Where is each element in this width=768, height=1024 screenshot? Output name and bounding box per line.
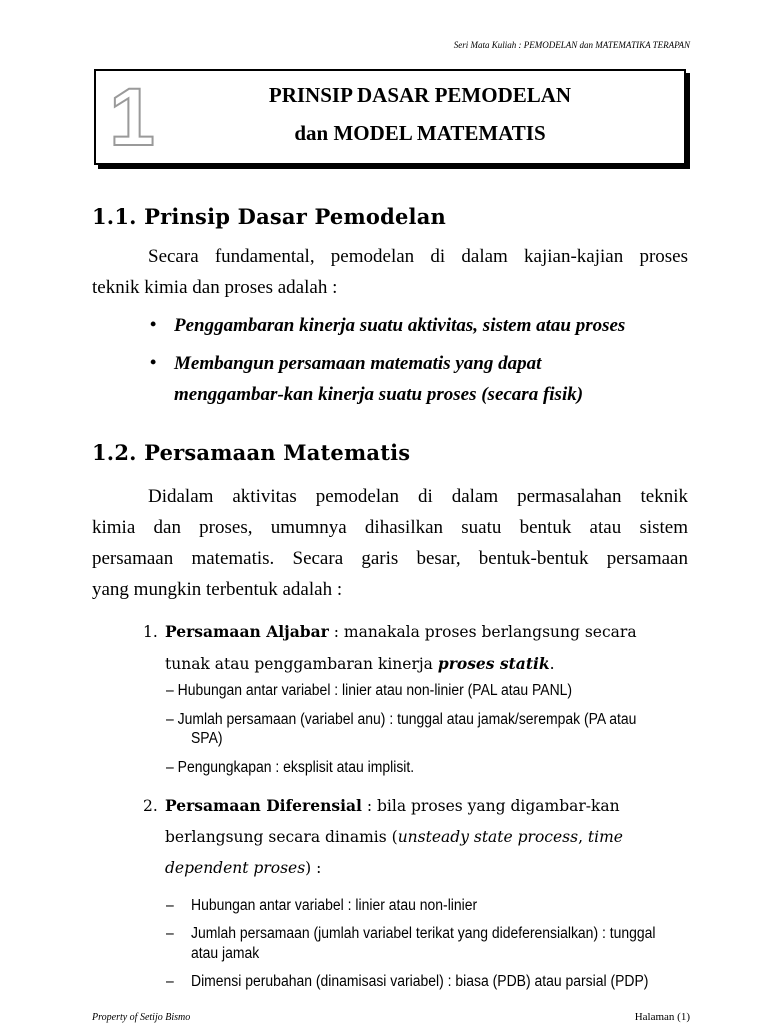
sub-item: – Pengungkapan : eksplisit atau implisit. — [166, 759, 415, 776]
dash-icon: – — [166, 973, 174, 990]
chapter-number-glyph — [108, 77, 156, 157]
sub-item-continuation: atau jamak — [191, 945, 260, 962]
description: : manakala proses berlangsung secara — [328, 623, 637, 641]
emphasis: proses statik — [437, 654, 550, 673]
section-1-heading: 1.1. Prinsip Dasar Pemodelan — [92, 204, 446, 229]
description: tunak atau penggambaran kinerja — [165, 655, 438, 673]
section-1-paragraph — [92, 241, 688, 303]
list-item-aljabar — [143, 616, 691, 680]
punctuation: , — [578, 828, 588, 846]
section-2-heading: 1.2. Persamaan Matematis — [92, 440, 411, 465]
sub-item-continuation: SPA) — [191, 730, 223, 747]
emphasis: time — [587, 828, 623, 846]
description: berlangsung secara dinamis ( — [165, 828, 398, 846]
description: : bila proses yang digambar-kan — [361, 797, 620, 815]
emphasis: unsteady state process — [397, 828, 579, 846]
list-item-diferensial — [143, 790, 691, 884]
paragraph-line: kimia dan proses, umumnya dihasilkan suatu bentuk atau sistem — [92, 517, 688, 538]
sub-item: – Jumlah persamaan (variabel anu) : tunggal atau jamak/serempak (PA atau — [166, 711, 637, 728]
paragraph-line: persamaan matematis. Secara garis besar, bentuk-bentuk persamaan — [92, 548, 688, 569]
bullet-item-continuation: menggambar-kan kinerja suatu proses (secara fisik) — [174, 384, 584, 405]
list-number: 2. — [143, 797, 158, 815]
term: Persamaan Aljabar — [165, 622, 329, 641]
bullet-icon: • — [150, 314, 157, 334]
bullet-item: Membangun persamaan matematis yang dapat — [174, 353, 542, 374]
series-header: Seri Mata Kuliah : PEMODELAN dan MATEMATIKA TERAPAN — [453, 40, 690, 50]
sub-item: Hubungan antar variabel : linier atau non-linier — [191, 897, 478, 914]
emphasis: dependent proses — [165, 859, 306, 877]
chapter-number: 1 — [109, 77, 155, 157]
paragraph-line: Didalam aktivitas pemodelan di dalam permasalahan teknik — [148, 486, 688, 507]
footer-property: Property of Setijo Bismo — [92, 1012, 191, 1023]
dash-icon: – — [166, 897, 174, 914]
chapter-title-box — [94, 69, 686, 165]
paragraph-line: Secara fundamental, pemodelan di dalam kajian-kajian proses — [148, 246, 688, 267]
paragraph-line: teknik kimia dan proses adalah : — [92, 277, 338, 298]
sub-item: Jumlah persamaan (jumlah variabel terikat yang dideferensialkan) : tunggal — [191, 925, 656, 942]
dash-icon: – — [166, 925, 174, 942]
term: Persamaan Diferensial — [165, 796, 362, 815]
sub-item: – Hubungan antar variabel : linier atau non-linier (PAL atau PANL) — [166, 682, 573, 699]
bullet-item: Penggambaran kinerja suatu aktivitas, sistem atau proses — [174, 315, 626, 336]
section-2-paragraph — [92, 481, 688, 605]
chapter-title-line2: dan MODEL MATEMATIS — [294, 121, 546, 145]
footer-page-number: Halaman (1) — [634, 1011, 690, 1023]
bullet-icon: • — [150, 352, 157, 372]
paragraph-line: yang mungkin terbentuk adalah : — [92, 579, 343, 600]
list-number: 1. — [143, 623, 158, 641]
chapter-title-line1: PRINSIP DASAR PEMODELAN — [268, 83, 572, 107]
sub-item: Dimensi perubahan (dinamisasi variabel) : biasa (PDB) atau parsial (PDP) — [191, 973, 649, 990]
punctuation: ) : — [305, 859, 322, 877]
punctuation: . — [549, 655, 555, 673]
